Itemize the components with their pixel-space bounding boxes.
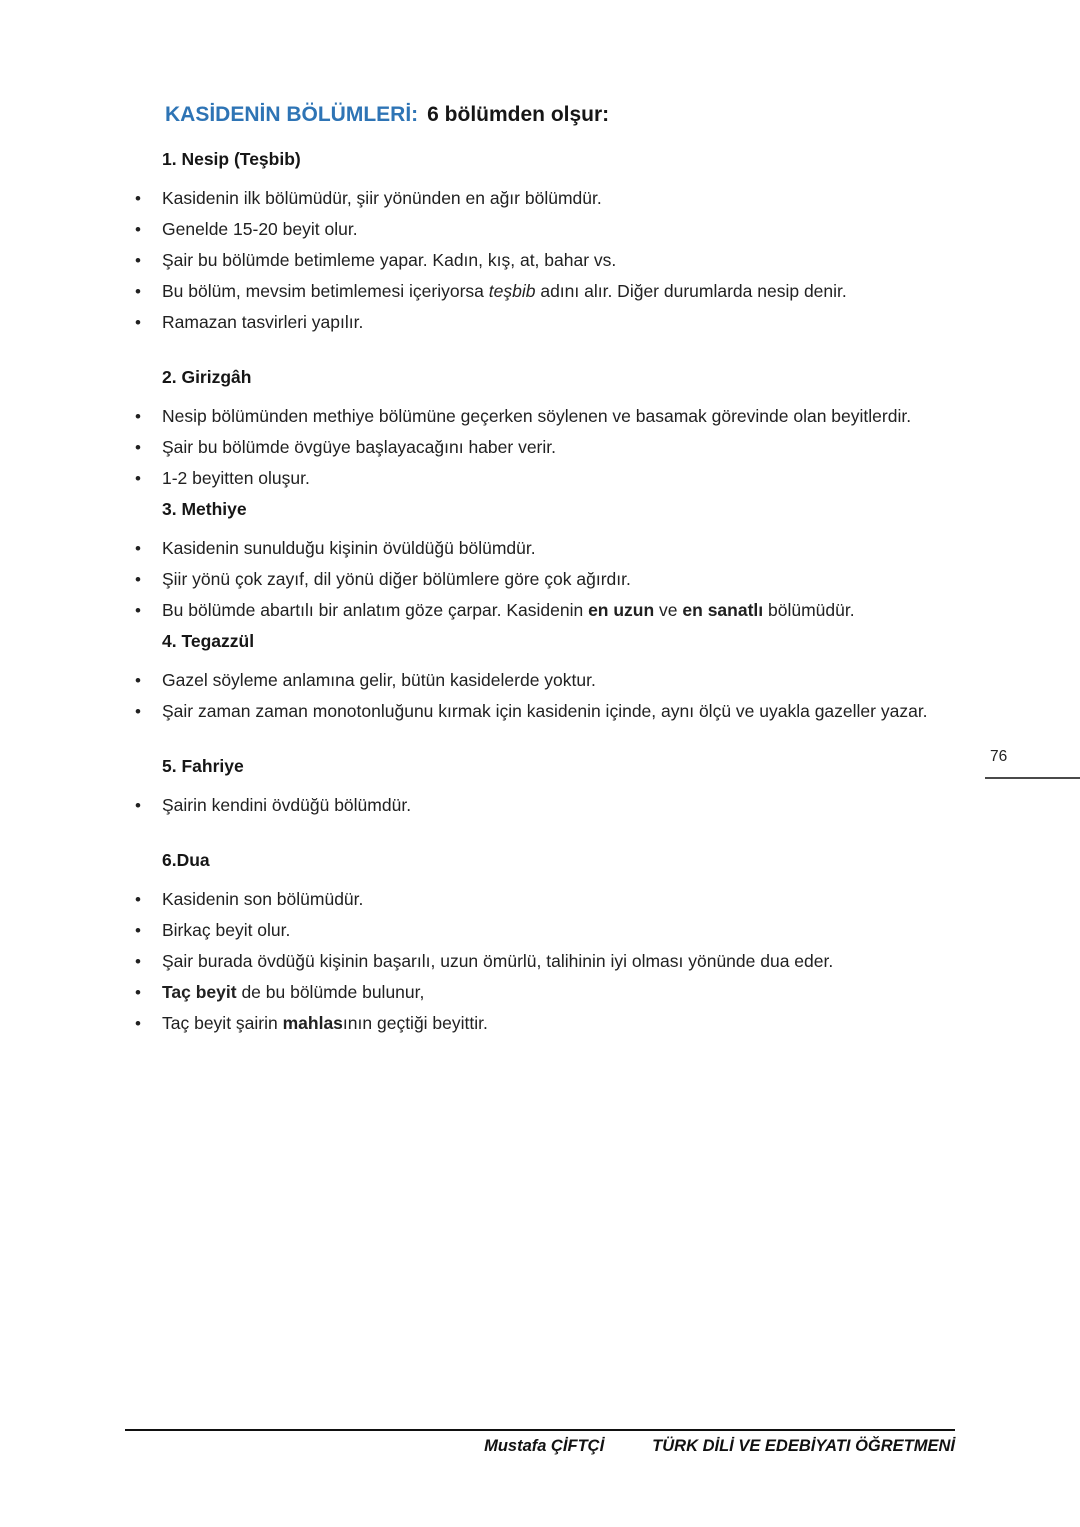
bullet-text: Genelde 15-20 beyit olur. <box>162 219 358 239</box>
bullet-item <box>125 665 955 696</box>
bullet-text: Şair zaman zaman monotonluğunu kırmak için kasidenin içinde, aynı ölçü ve uyakla gazeller yazar. <box>162 701 928 721</box>
bullet-item <box>125 595 955 626</box>
bullet-text: Kasidenin son bölümüdür. <box>162 889 364 909</box>
page-title-sub: 6 bölümden olşur: <box>427 103 610 126</box>
bullet-icon: • <box>135 702 141 721</box>
footer-rule <box>125 1429 955 1431</box>
bullet-text: Şairin kendini övdüğü bölümdür. <box>162 795 412 815</box>
bullet-item <box>125 915 955 946</box>
bullet-icon: • <box>135 438 141 457</box>
bullet-item <box>125 977 955 1008</box>
bullet-item <box>125 401 955 432</box>
bullet-icon: • <box>135 189 141 208</box>
bullet-icon: • <box>135 220 141 239</box>
bullet-icon: • <box>135 539 141 558</box>
section-heading: 2. Girizgâh <box>162 367 252 387</box>
bullet-icon: • <box>135 1014 141 1033</box>
bullet-icon: • <box>135 282 141 301</box>
bullet-item <box>125 214 955 245</box>
bullet-item <box>125 533 955 564</box>
bullet-icon: • <box>135 407 141 426</box>
bullet-text: Kasidenin ilk bölümüdür, şiir yönünden en ağır bölümdür. <box>162 188 602 208</box>
bullet-item <box>125 884 955 915</box>
page-number-rule <box>985 777 1080 779</box>
footer <box>125 1437 955 1456</box>
bullet-text: Bu bölüm, mevsim betimlemesi içeriyorsa teşbib adını alır. Diğer durumlarda nesip denir. <box>162 281 847 301</box>
footer-role: TÜRK DİLİ VE EDEBİYATI ÖĞRETMENİ <box>652 1437 955 1455</box>
bullet-text: Kasidenin sunulduğu kişinin övüldüğü bölümdür. <box>162 538 536 558</box>
bullet-item <box>125 696 955 727</box>
page-number: 76 <box>990 748 1008 765</box>
bullet-text: Nesip bölümünden methiye bölümüne geçerken söylenen ve basamak görevinde olan beyitlerdir. <box>162 406 912 426</box>
bullet-text: Şair burada övdüğü kişinin başarılı, uzun ömürlü, talihinin iyi olması yönünde dua eder. <box>162 951 834 971</box>
bullet-icon: • <box>135 890 141 909</box>
section-heading: 6.Dua <box>162 850 210 870</box>
section-heading: 3. Methiye <box>162 499 247 519</box>
bullet-icon: • <box>135 952 141 971</box>
bullet-text: Taç beyit şairin mahlasının geçtiği beyittir. <box>162 1013 488 1033</box>
bullet-item <box>125 1008 955 1039</box>
bullet-item <box>125 307 955 338</box>
bullet-icon: • <box>135 251 141 270</box>
bullet-icon: • <box>135 469 141 488</box>
bullet-text: Ramazan tasvirleri yapılır. <box>162 312 364 332</box>
bullet-icon: • <box>135 601 141 620</box>
bullet-item <box>125 790 955 821</box>
bullet-icon: • <box>135 983 141 1002</box>
page-title-accent: KASİDENİN BÖLÜMLERİ: <box>165 103 419 126</box>
bullet-text: Şair bu bölümde övgüye başlayacağını haber verir. <box>162 437 556 457</box>
bullet-icon: • <box>135 921 141 940</box>
document-content <box>125 100 955 1039</box>
bullet-text: Birkaç beyit olur. <box>162 920 291 940</box>
bullet-text: Gazel söyleme anlamına gelir, bütün kasidelerde yoktur. <box>162 670 596 690</box>
bullet-item <box>125 564 955 595</box>
content-sections <box>125 144 955 1039</box>
bullet-icon: • <box>135 796 141 815</box>
bullet-text: Şair bu bölümde betimleme yapar. Kadın, kış, at, bahar vs. <box>162 250 617 270</box>
section-heading: 5. Fahriye <box>162 756 244 776</box>
bullet-text: Bu bölümde abartılı bir anlatım göze çarpar. Kasidenin en uzun ve en sanatlı bölümüdür. <box>162 600 855 620</box>
bullet-item <box>125 946 955 977</box>
bullet-icon: • <box>135 313 141 332</box>
bullet-item <box>125 276 955 307</box>
page-title <box>165 100 955 130</box>
bullet-icon: • <box>135 671 141 690</box>
bullet-text: Taç beyit de bu bölümde bulunur, <box>162 982 425 1002</box>
bullet-text: 1-2 beyitten oluşur. <box>162 468 310 488</box>
bullet-item <box>125 463 955 494</box>
bullet-icon: • <box>135 570 141 589</box>
bullet-item <box>125 432 955 463</box>
bullet-item <box>125 183 955 214</box>
section-heading: 1. Nesip (Teşbib) <box>162 149 301 169</box>
bullet-item <box>125 245 955 276</box>
bullet-text: Şiir yönü çok zayıf, dil yönü diğer bölümlere göre çok ağırdır. <box>162 569 631 589</box>
footer-author: Mustafa ÇİFTÇİ <box>484 1437 605 1455</box>
section-heading: 4. Tegazzül <box>162 631 255 651</box>
